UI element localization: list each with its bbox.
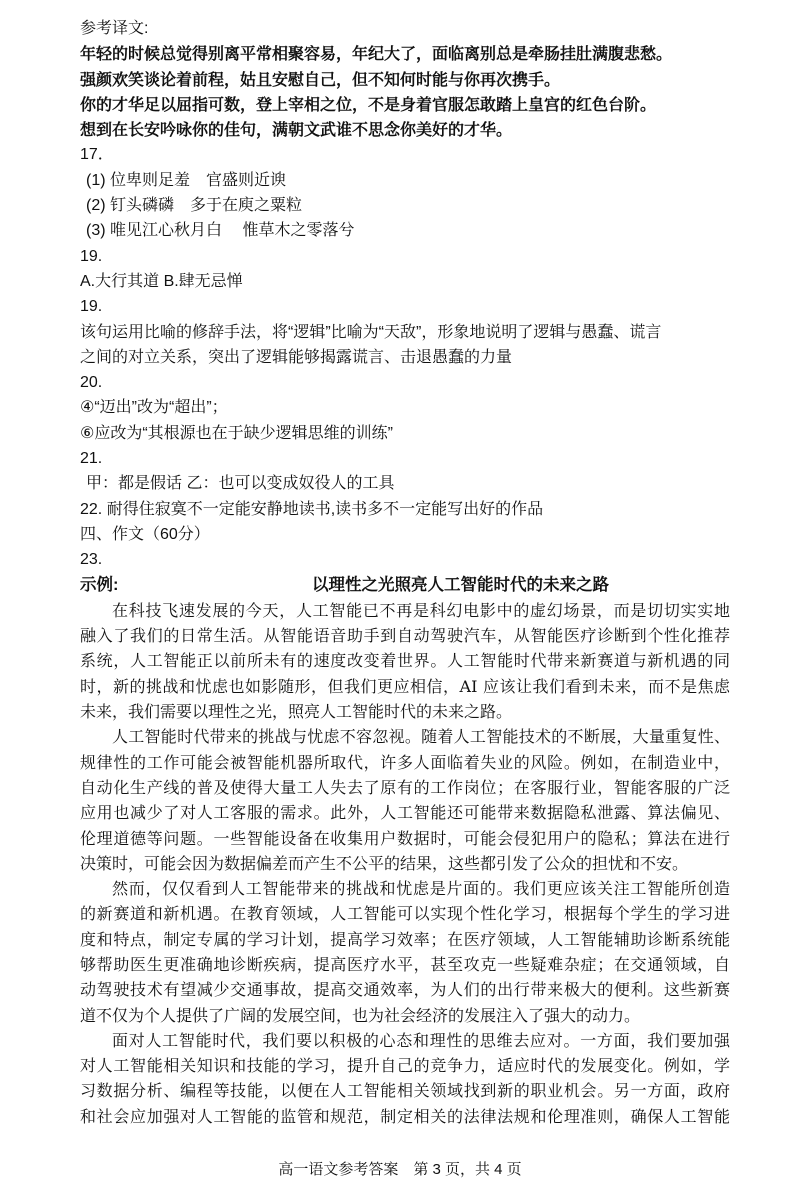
answer-item: (3) 唯见江心秋月白 惟草木之零落兮: [86, 222, 355, 240]
essay-line: 规律性的工作可能会被智能机器所取代，许多人面临着失业的风险。例如，在制造业中，: [80, 752, 730, 772]
question-number: 17．: [80, 146, 114, 164]
essay-line: 和社会应加强对人工智能的监管和规范，制定相关的法律法规和伦理准则，确保人工智能: [80, 1106, 730, 1126]
essay-line: 应用也减少了对人工客服的需求。此外，人工智能还可能带来数据隐私泄露、算法偏见、: [80, 803, 730, 823]
essay-line: 动驾驶技术有望减少交通事故，提高交通效率，为人们的出行带来极大的便利。这些新赛: [80, 980, 730, 1000]
answer-text: 22. 耐得住寂寞不一定能安静地读书,读书多不一定能写出好的作品: [80, 500, 544, 518]
essay-line: 够帮助医生更准确地诊断疾病，提高医疗水平，甚至攻克一些疑难杂症；在交通领域，自: [80, 954, 730, 974]
essay-line: 习数据分析、编程等技能，以便在人工智能相关领域找到新的职业机会。另一方面，政府: [80, 1081, 730, 1101]
answer-text: 该句运用比喻的修辞手法，将“逻辑”比喻为“天敌”，形象地说明了逻辑与愚蠢、谎言: [80, 323, 662, 341]
answer-text: 之间的对立关系，突出了逻辑能够揭露谎言、击退愚蠢的力量: [80, 348, 513, 366]
essay-title: 以理性之光照亮人工智能时代的未来之路: [312, 575, 609, 594]
answer-text: 甲：都是假话 乙：也可以变成奴役人的工具: [86, 475, 395, 493]
translation-line: 想到在长安吟咏你的佳句，满朝文武谁不思念你美好的才华。: [80, 120, 513, 140]
essay-line: 对人工智能相关知识和技能的学习，提升自己的竞争力，适应时代的发展变化。例如，学: [80, 1056, 730, 1076]
answer-text: ⑥应改为“其根源也在于缺少逻辑思维的训练”: [80, 424, 394, 442]
answer-text: ④“迈出”改为“超出”；: [80, 399, 228, 417]
section-heading: 四、作文（60分）: [80, 525, 210, 543]
essay-line: 系统，人工智能正以前所未有的速度改变着世界。人工智能时代带来新赛道与新机遇的同: [80, 651, 730, 671]
translation-line: 强颜欢笑谈论着前程，姑且安慰自己，但不知何时能与你再次携手。: [80, 69, 561, 89]
essay-line: 然而，仅仅看到人工智能带来的挑战和忧虑是片面的。我们更应该关注工智能所创造: [112, 879, 730, 899]
essay-line: 道不仅为个人提供了广阔的发展空间，也为社会经济的发展注入了强大的动力。: [80, 1005, 641, 1025]
answer-item: (1) 位卑则足羞 官盛则近谀: [86, 171, 287, 189]
question-number: 21.: [80, 450, 103, 468]
document-page: [80, 16, 730, 1129]
essay-line: 人工智能时代带来的挑战与忧虑不容忽视。随着人工智能技术的不断展，大量重复性、: [112, 727, 730, 747]
essay-line: 的新赛道和新机遇。在教育领域，人工智能可以实现个性化学习，根据每个学生的学习进: [80, 904, 730, 924]
page-footer: 高一语文参考答案 第 3 页，共 4 页: [278, 1161, 522, 1178]
translation-heading: 参考译文:: [80, 20, 149, 37]
question-number: 20.: [80, 374, 103, 392]
translation-line: 年轻的时候总觉得别离平常相聚容易，年纪大了，面临离别总是牵肠挂肚满腹悲愁。: [80, 44, 673, 64]
question-number: 23.: [80, 551, 103, 569]
essay-title-row: [80, 573, 730, 598]
question-number: 19.: [80, 298, 103, 316]
essay-line: 决策时，可能会因为数据偏差而产生不公平的结果，这些都引发了公众的担忧和不安。: [80, 853, 689, 873]
essay-line: 伦理道德等问题。一些智能设备在收集用户数据时，可能会侵犯用户的隐私；算法在进行: [80, 828, 730, 848]
essay-line: 自动化生产线的普及使得大量工人失去了原有的工作岗位；在客服行业，智能客服的广泛: [80, 777, 730, 797]
essay-line: 融入了我们的日常生活。从智能语音助手到自动驾驶汽车，从智能医疗诊断到个性化推荐: [80, 626, 730, 646]
answer-text: A.大行其道 B.肆无忌惮: [80, 272, 243, 290]
translation-line: 你的才华足以屈指可数，登上宰相之位，不是身着官服怎敢踏上皇宫的红色台阶。: [80, 94, 657, 114]
answer-item: (2) 钉头磷磷 多于在庾之粟粒: [86, 197, 303, 215]
essay-line: 时，新的挑战和忧虑也如影随形，但我们更应相信，AI 应该让我们看到未来，而不是焦虑: [80, 676, 730, 696]
essay-line: 未来，我们需要以理性之光，照亮人工智能时代的未来之路。: [80, 702, 513, 722]
question-number: 19.: [80, 247, 103, 265]
example-label: 示例:: [80, 575, 119, 594]
essay-line: 度和特点，制定专属的学习计划，提高学习效率；在医疗领域，人工智能辅助诊断系统能: [80, 929, 730, 949]
essay-line: 面对人工智能时代，我们要以积极的心态和理性的思维去应对。一方面，我们要加强: [112, 1030, 730, 1050]
essay-line: 在科技飞速发展的今天，人工智能已不再是科幻电影中的虚幻场景，而是切切实实地: [112, 600, 730, 620]
essay-body: [80, 598, 730, 1129]
